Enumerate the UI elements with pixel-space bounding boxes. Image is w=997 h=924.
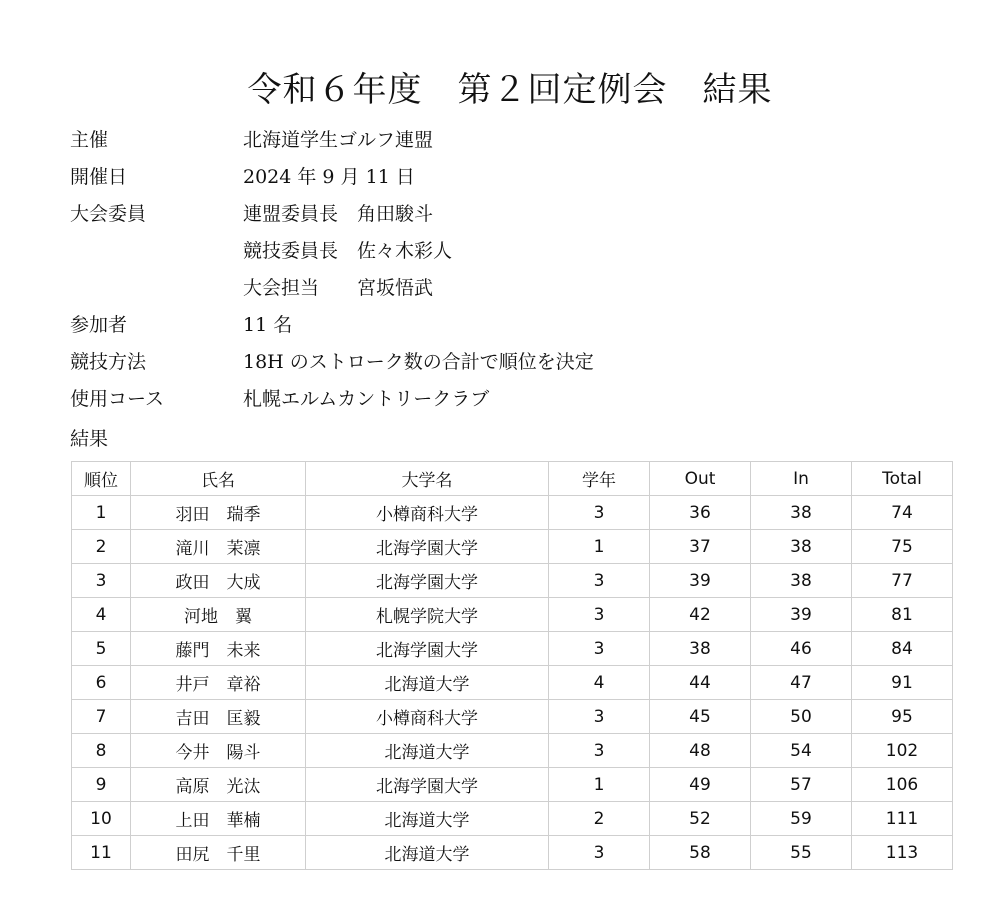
cell-rank: 5 <box>72 632 131 666</box>
table-header-row <box>72 462 953 496</box>
cell-name: 田尻 千里 <box>131 836 306 870</box>
cell-name: 今井 陽斗 <box>131 734 306 768</box>
cell-name: 河地 翼 <box>131 598 306 632</box>
info-row-method <box>70 344 594 381</box>
cell-rank: 9 <box>72 768 131 802</box>
table-row <box>72 598 953 632</box>
cell-in: 50 <box>751 700 852 734</box>
cell-out: 39 <box>650 564 751 598</box>
cell-in: 39 <box>751 598 852 632</box>
cell-year: 1 <box>549 768 650 802</box>
info-value: 2024 年 9 月 11 日 <box>243 166 415 188</box>
info-label: 大会委員 <box>70 203 147 225</box>
header-university: 大学名 <box>306 462 549 496</box>
header-in: In <box>751 462 852 496</box>
cell-in: 46 <box>751 632 852 666</box>
page-title: 令和６年度 第２回定例会 結果 <box>247 70 773 110</box>
info-value: 北海道学生ゴルフ連盟 <box>243 129 434 151</box>
cell-year: 1 <box>549 530 650 564</box>
cell-out: 58 <box>650 836 751 870</box>
info-label <box>70 270 243 307</box>
info-label <box>70 233 243 270</box>
event-info <box>70 122 594 418</box>
cell-rank: 3 <box>72 564 131 598</box>
results-heading: 結果 <box>70 428 109 450</box>
header-out: Out <box>650 462 751 496</box>
info-row-date <box>70 159 594 196</box>
info-label: 主催 <box>70 129 109 151</box>
table-row <box>72 564 953 598</box>
cell-out: 38 <box>650 632 751 666</box>
cell-university: 北海学園大学 <box>306 530 549 564</box>
info-row-committee-2 <box>70 233 594 270</box>
cell-year: 3 <box>549 598 650 632</box>
cell-out: 44 <box>650 666 751 700</box>
cell-rank: 1 <box>72 496 131 530</box>
cell-university: 北海道大学 <box>306 836 549 870</box>
info-row-committee <box>70 196 594 233</box>
table-row <box>72 836 953 870</box>
cell-university: 北海道大学 <box>306 734 549 768</box>
table-row <box>72 666 953 700</box>
cell-year: 3 <box>549 734 650 768</box>
cell-year: 3 <box>549 836 650 870</box>
info-value: 18H のストローク数の合計で順位を決定 <box>243 351 594 373</box>
info-label: 競技方法 <box>70 351 147 373</box>
cell-name: 高原 光汰 <box>131 768 306 802</box>
cell-total: 77 <box>852 564 953 598</box>
cell-rank: 4 <box>72 598 131 632</box>
cell-total: 84 <box>852 632 953 666</box>
info-value: 11 名 <box>243 314 293 336</box>
cell-total: 74 <box>852 496 953 530</box>
cell-year: 3 <box>549 700 650 734</box>
cell-rank: 8 <box>72 734 131 768</box>
cell-year: 3 <box>549 564 650 598</box>
table-row <box>72 768 953 802</box>
info-row-organizer <box>70 122 594 159</box>
cell-university: 北海学園大学 <box>306 632 549 666</box>
cell-rank: 11 <box>72 836 131 870</box>
cell-in: 47 <box>751 666 852 700</box>
header-total: Total <box>852 462 953 496</box>
cell-rank: 2 <box>72 530 131 564</box>
cell-total: 106 <box>852 768 953 802</box>
table-row <box>72 802 953 836</box>
cell-out: 48 <box>650 734 751 768</box>
cell-total: 113 <box>852 836 953 870</box>
cell-out: 37 <box>650 530 751 564</box>
cell-total: 91 <box>852 666 953 700</box>
cell-in: 57 <box>751 768 852 802</box>
cell-out: 36 <box>650 496 751 530</box>
cell-name: 滝川 茉凛 <box>131 530 306 564</box>
cell-university: 札幌学院大学 <box>306 598 549 632</box>
cell-in: 54 <box>751 734 852 768</box>
cell-in: 38 <box>751 564 852 598</box>
cell-year: 3 <box>549 496 650 530</box>
info-row-course <box>70 381 594 418</box>
cell-rank: 7 <box>72 700 131 734</box>
cell-university: 小樽商科大学 <box>306 700 549 734</box>
cell-in: 59 <box>751 802 852 836</box>
info-value: 連盟委員長 角田駿斗 <box>243 203 434 225</box>
cell-name: 政田 大成 <box>131 564 306 598</box>
table-row <box>72 496 953 530</box>
header-year: 学年 <box>549 462 650 496</box>
cell-in: 55 <box>751 836 852 870</box>
cell-university: 北海道大学 <box>306 802 549 836</box>
cell-year: 3 <box>549 632 650 666</box>
info-value: 札幌エルムカントリークラブ <box>243 388 490 410</box>
info-label: 使用コース <box>70 388 165 410</box>
results-table <box>71 461 953 870</box>
table-row <box>72 530 953 564</box>
cell-university: 北海道大学 <box>306 666 549 700</box>
cell-university: 小樽商科大学 <box>306 496 549 530</box>
cell-rank: 6 <box>72 666 131 700</box>
cell-rank: 10 <box>72 802 131 836</box>
info-value: 大会担当 宮坂悟武 <box>243 277 434 299</box>
table-row <box>72 734 953 768</box>
cell-total: 81 <box>852 598 953 632</box>
table-row <box>72 632 953 666</box>
cell-university: 北海学園大学 <box>306 564 549 598</box>
cell-in: 38 <box>751 530 852 564</box>
cell-university: 北海学園大学 <box>306 768 549 802</box>
cell-out: 49 <box>650 768 751 802</box>
cell-year: 4 <box>549 666 650 700</box>
cell-total: 75 <box>852 530 953 564</box>
cell-out: 45 <box>650 700 751 734</box>
info-label: 参加者 <box>70 314 128 336</box>
cell-total: 111 <box>852 802 953 836</box>
cell-total: 95 <box>852 700 953 734</box>
info-row-committee-3 <box>70 270 594 307</box>
info-row-participants <box>70 307 594 344</box>
cell-in: 38 <box>751 496 852 530</box>
info-value: 競技委員長 佐々木彩人 <box>243 240 453 262</box>
header-rank: 順位 <box>72 462 131 496</box>
cell-name: 吉田 匡毅 <box>131 700 306 734</box>
cell-name: 羽田 瑞季 <box>131 496 306 530</box>
cell-out: 52 <box>650 802 751 836</box>
cell-name: 井戸 章裕 <box>131 666 306 700</box>
cell-name: 藤門 未来 <box>131 632 306 666</box>
cell-year: 2 <box>549 802 650 836</box>
results-body <box>72 496 953 870</box>
cell-out: 42 <box>650 598 751 632</box>
cell-name: 上田 華楠 <box>131 802 306 836</box>
header-name: 氏名 <box>131 462 306 496</box>
table-row <box>72 700 953 734</box>
cell-total: 102 <box>852 734 953 768</box>
info-label: 開催日 <box>70 166 128 188</box>
